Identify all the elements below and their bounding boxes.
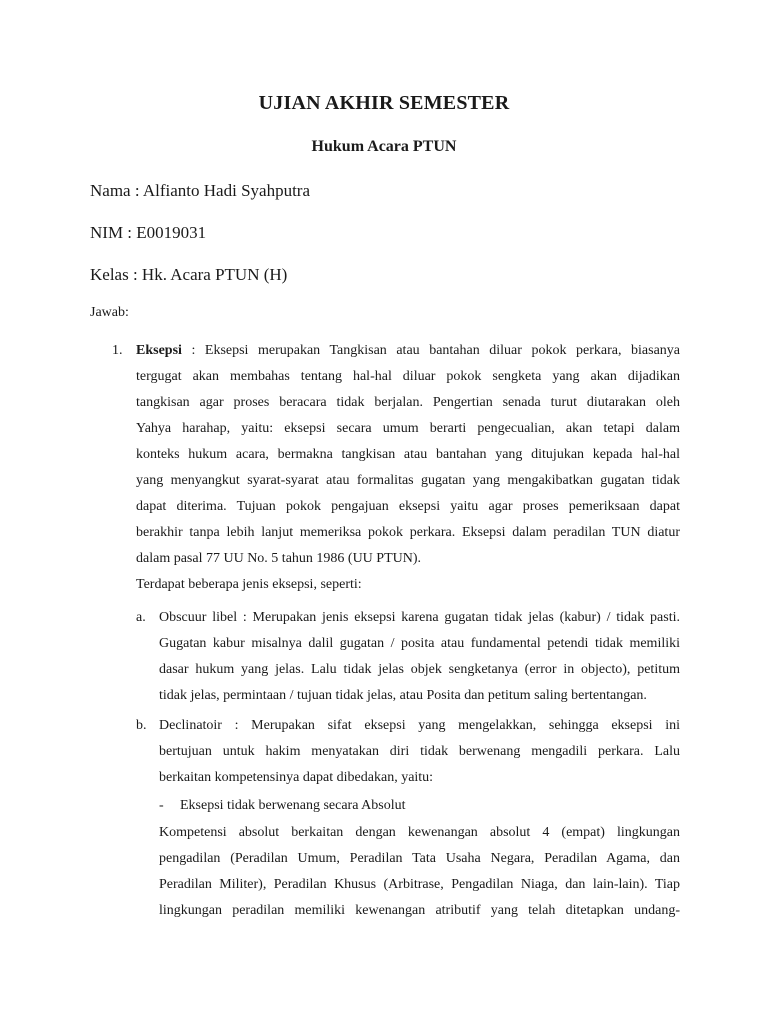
paragraph-line: Terdapat beberapa jenis eksepsi, seperti: <box>136 577 362 592</box>
answer-label: Jawab: <box>90 305 129 320</box>
paragraph-line: Declinatoir : Merupakan sifat eksepsi yang mengelakkan, sehingga eksepsi ini <box>159 718 680 733</box>
paragraph-line: yang menyangkut syarat-syarat atau formalitas gugatan yang mengakibatkan gugatan tidak <box>136 473 680 488</box>
paragraph-line: konteks hukum acara, bermakna tangkisan atau bantahan yang ditujukan kepada hal-hal <box>136 447 680 462</box>
paragraph-line: Obscuur libel : Merupakan jenis eksepsi karena gugatan tidak jelas (kabur) / tidak pasti. <box>159 610 680 625</box>
eksepsi-term: Eksepsi <box>136 343 182 358</box>
page-subtitle: Hukum Acara PTUN <box>311 138 457 155</box>
dash-marker: - <box>159 798 164 813</box>
page-title: UJIAN AKHIR SEMESTER <box>258 92 510 114</box>
declinatoir-paragraph <box>159 713 680 791</box>
paragraph-line: tergugat akan membahas tentang hal-hal diluar pokok sengketa yang akan dijadikan <box>136 369 680 384</box>
list-marker-a: a. <box>136 610 146 625</box>
paragraph-line: tangkisan agar proses beracara tidak berjalan. Pengertian senada turut diutarakan oleh <box>136 395 680 410</box>
paragraph-line: dapat diterima. Tujuan pokok pengajuan eksepsi yaitu agar proses pemeriksaan dapat <box>136 499 680 514</box>
paragraph-line: pengadilan (Peradilan Umum, Peradilan Tata Usaha Negara, Peradilan Agama, dan <box>159 851 680 866</box>
list-number: 1. <box>112 343 123 358</box>
absolut-paragraph <box>159 820 680 924</box>
student-nim: NIM : E0019031 <box>90 223 207 242</box>
paragraph-line: bertujuan untuk hakim menyatakan diri tidak berwenang mengadili perkara. Lalu <box>159 744 680 759</box>
paragraph-line: dasar hukum yang jelas. Lalu tidak jelas objek sengketanya (error in objecto), petitum <box>159 662 680 677</box>
paragraph-line: tidak jelas, permintaan / tujuan tidak jelas, atau Posita dan petitum saling bertentangan. <box>159 688 647 703</box>
student-name: Nama : Alfianto Hadi Syahputra <box>90 181 311 200</box>
absolut-heading: Eksepsi tidak berwenang secara Absolut <box>180 798 406 813</box>
list-marker-b: b. <box>136 718 147 733</box>
paragraph-line: Peradilan Militer), Peradilan Khusus (Arbitrase, Pengadilan Niaga, dan lain-lain). Tiap <box>159 877 680 892</box>
paragraph-line: Yahya harahap, yaitu: eksepsi secara umum berarti pengecualian, akan tetapi dalam <box>136 421 680 436</box>
obscuur-libel-paragraph <box>159 605 680 709</box>
paragraph-line: Eksepsi : Eksepsi merupakan Tangkisan atau bantahan diluar pokok perkara, biasanya <box>136 343 680 358</box>
paragraph-line: dalam pasal 77 UU No. 5 tahun 1986 (UU PTUN). <box>136 551 422 566</box>
paragraph-line: berkaitan kompetensinya dapat dibedakan, yaitu: <box>159 770 434 785</box>
paragraph-line: berakhir tanpa lebih lanjut memeriksa pokok perkara. Eksepsi dalam peradilan TUN diatur <box>136 525 680 540</box>
paragraph-line: Gugatan kabur misalnya dalil gugatan / posita atau fundamental petendi tidak memiliki <box>159 636 680 651</box>
student-class: Kelas : Hk. Acara PTUN (H) <box>90 265 288 284</box>
paragraph-line: lingkungan peradilan memiliki kewenangan atributif yang telah ditetapkan undang- <box>159 903 680 918</box>
eksepsi-paragraph <box>136 338 680 598</box>
paragraph-line: Kompetensi absolut berkaitan dengan kewenangan absolut 4 (empat) lingkungan <box>159 825 680 840</box>
